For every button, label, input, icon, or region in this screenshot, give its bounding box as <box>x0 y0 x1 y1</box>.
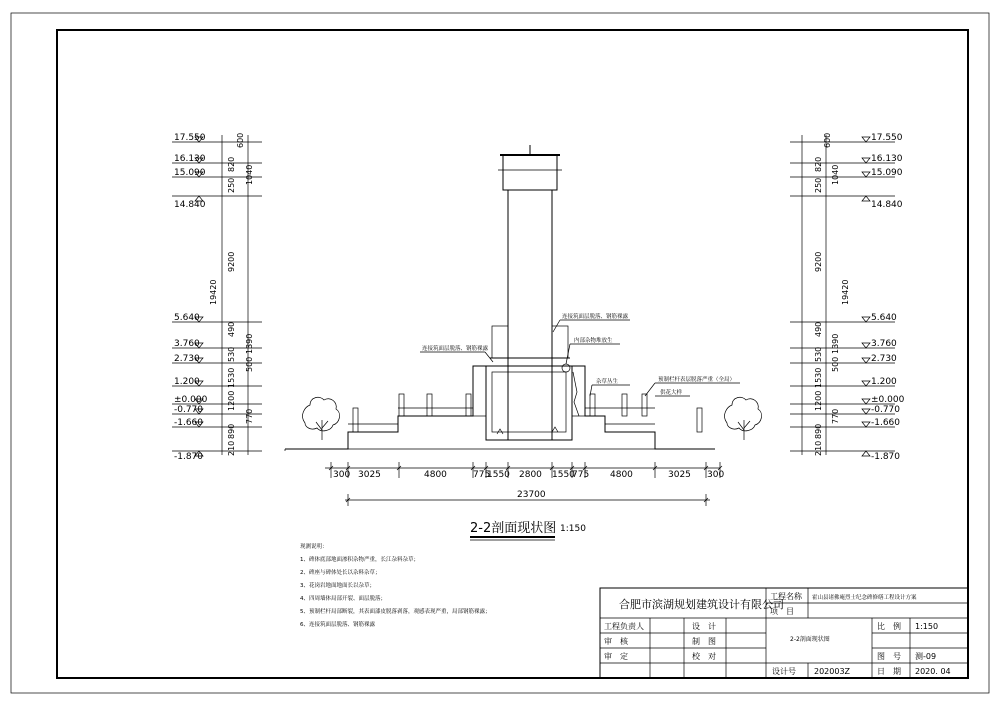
elev-left-1: 16.130 <box>174 154 206 164</box>
vdim-left-890: 890 <box>227 423 236 439</box>
hdim-9: 3025 <box>668 470 691 480</box>
vdim-right-9200: 9200 <box>814 251 823 272</box>
elev-left-11: -1.870 <box>174 452 204 462</box>
annotation-right-railing-2: 供花大样 <box>660 390 683 396</box>
vdim-right-1390: 1390 <box>831 333 840 354</box>
horizontal-dimensions <box>325 462 724 506</box>
note-item-1: 1、碑体底部地面渗积杂物严重，长江杂料杂草； <box>300 557 420 563</box>
project-name: 霍山县诸佛庵烈士纪念碑修缮工程设计方案 <box>812 595 917 601</box>
vdim-left-210: 210 <box>227 440 236 456</box>
elev-left-9: -0.770 <box>174 405 204 415</box>
row-role-0: 设 计 <box>692 622 716 631</box>
project-name-label: 工程名称 <box>770 592 802 601</box>
vdim-left-600: 600 <box>236 132 245 148</box>
title-block <box>600 588 968 678</box>
date-value: 2020. 04 <box>915 667 951 676</box>
item-label: 项 目 <box>770 607 794 616</box>
elev-right-5: 3.760 <box>871 339 897 349</box>
vdim-right-600: 600 <box>823 132 832 148</box>
elev-right-7: 1.200 <box>871 377 897 387</box>
vdim-left-1390: 1390 <box>245 333 254 354</box>
vdim-left-19420: 19420 <box>209 279 218 305</box>
drawing-title-cell: 2-2剖面现状图 <box>790 636 830 643</box>
vdim-right-770: 770 <box>831 408 840 424</box>
hdim-1: 3025 <box>358 470 381 480</box>
vdim-right-820: 820 <box>814 156 823 172</box>
note-item-2: 2、碑座与碑体处长以杂料杂草； <box>300 570 381 576</box>
sheet-value: 测-09 <box>915 652 937 661</box>
company-name: 合肥市滨湖规划建筑设计有限公司 <box>619 598 784 611</box>
monument-section <box>285 145 715 451</box>
elev-right-11: -1.870 <box>871 452 901 462</box>
vdim-right-210: 210 <box>814 440 823 456</box>
vdim-right-530: 530 <box>814 346 823 362</box>
vdim-left-530: 530 <box>227 346 236 362</box>
vdim-left-1200: 1200 <box>227 390 236 411</box>
design-no-value: 202003Z <box>814 667 851 676</box>
annotation-right-mid: 内部杂物堆放生 <box>574 338 613 344</box>
hdim-8: 4800 <box>610 470 633 480</box>
left-elevation-column <box>172 133 262 462</box>
annotation-right-upper: 连接筑面层脱落、钢筋裸露 <box>562 314 629 320</box>
elev-right-6: 2.730 <box>871 354 897 364</box>
design-no-label: 设计号 <box>772 667 796 676</box>
vdim-right-19420: 19420 <box>841 279 850 305</box>
sheet-border <box>11 13 989 693</box>
hdim-6: 1550 <box>552 470 575 480</box>
vdim-left-490: 490 <box>227 321 236 337</box>
scale-label: 比 例 <box>877 622 901 631</box>
elev-right-3: 14.840 <box>871 200 903 210</box>
right-elevation-column <box>790 133 905 462</box>
notes-block <box>300 542 491 628</box>
elev-left-0: 17.550 <box>174 133 206 143</box>
hdim-5: 2800 <box>519 470 542 480</box>
elev-right-1: 16.130 <box>871 154 903 164</box>
vdim-left-1040: 1040 <box>245 164 254 185</box>
row-label-2: 审 定 <box>604 652 628 661</box>
vdim-right-1040: 1040 <box>831 164 840 185</box>
elev-left-2: 15.090 <box>174 168 206 178</box>
vdim-right-250: 250 <box>814 177 823 193</box>
row-label-0: 工程负责人 <box>604 622 644 631</box>
hdim-4: 1550 <box>487 470 510 480</box>
elev-right-10: -1.660 <box>871 418 901 428</box>
total-width-dim: 23700 <box>517 490 546 500</box>
vdim-left-820: 820 <box>227 156 236 172</box>
elev-right-2: 15.090 <box>871 168 903 178</box>
vdim-left-9200: 9200 <box>227 251 236 272</box>
vdim-left-1530: 1530 <box>227 367 236 388</box>
tree-left <box>302 397 339 440</box>
vdim-right-890: 890 <box>814 423 823 439</box>
elev-left-4: 5.640 <box>174 313 200 323</box>
view-scale: 1:150 <box>560 524 586 534</box>
row-role-2: 校 对 <box>692 652 716 661</box>
row-role-1: 制 图 <box>692 637 716 646</box>
vdim-right-1200: 1200 <box>814 390 823 411</box>
row-label-1: 审 核 <box>604 637 628 646</box>
vdim-left-500: 500 <box>245 356 254 372</box>
elev-left-5: 3.760 <box>174 339 200 349</box>
date-label: 日 期 <box>877 667 901 676</box>
annotation-leaders <box>420 320 740 396</box>
elev-right-9: -0.770 <box>871 405 901 415</box>
tree-right <box>724 397 761 440</box>
scale-value: 1:150 <box>915 622 939 631</box>
note-item-3: 3、花岗岩地面地面长以杂草； <box>300 583 376 589</box>
note-item-6: 6、连接筑面层脱落、钢筋裸露 <box>300 622 376 628</box>
elev-right-8: ±0.000 <box>871 395 905 405</box>
elev-left-3: 14.840 <box>174 200 206 210</box>
hdim-7: 775 <box>572 470 590 480</box>
hdim-0: 300 <box>333 470 351 480</box>
annotation-right-railing: 预制栏杆表层脱落严重（全局） <box>658 377 736 383</box>
hdim-2: 4800 <box>424 470 447 480</box>
vdim-right-500: 500 <box>831 356 840 372</box>
elev-left-7: 1.200 <box>174 377 200 387</box>
elev-left-10: -1.660 <box>174 418 204 428</box>
hdim-10: 300 <box>707 470 725 480</box>
note-item-4: 4、四周墙体局部开裂、面层脱落； <box>300 596 387 602</box>
elev-left-6: 2.730 <box>174 354 200 364</box>
elev-right-0: 17.550 <box>871 133 903 143</box>
annotation-right-grass: 杂草丛生 <box>596 379 619 385</box>
note-item-5: 5、预制栏杆局部断裂，其表面漆皮脱落剥落，观感表现严重，局部钢筋裸露； <box>300 609 491 615</box>
vdim-left-770: 770 <box>245 408 254 424</box>
hdim-3: 775 <box>473 470 491 480</box>
vdim-left-250: 250 <box>227 177 236 193</box>
obelisk-shaft <box>508 190 552 440</box>
sheet-label: 图 号 <box>877 652 901 661</box>
vdim-right-1530: 1530 <box>814 367 823 388</box>
elev-left-8: ±0.000 <box>174 395 208 405</box>
notes-heading: 现测说明： <box>300 544 328 550</box>
elev-right-4: 5.640 <box>871 313 897 323</box>
vdim-right-490: 490 <box>814 321 823 337</box>
view-title: 2-2剖面现状图 <box>470 521 557 536</box>
annotation-left-upper: 连接筑面层脱落、钢筋裸露 <box>422 346 489 352</box>
